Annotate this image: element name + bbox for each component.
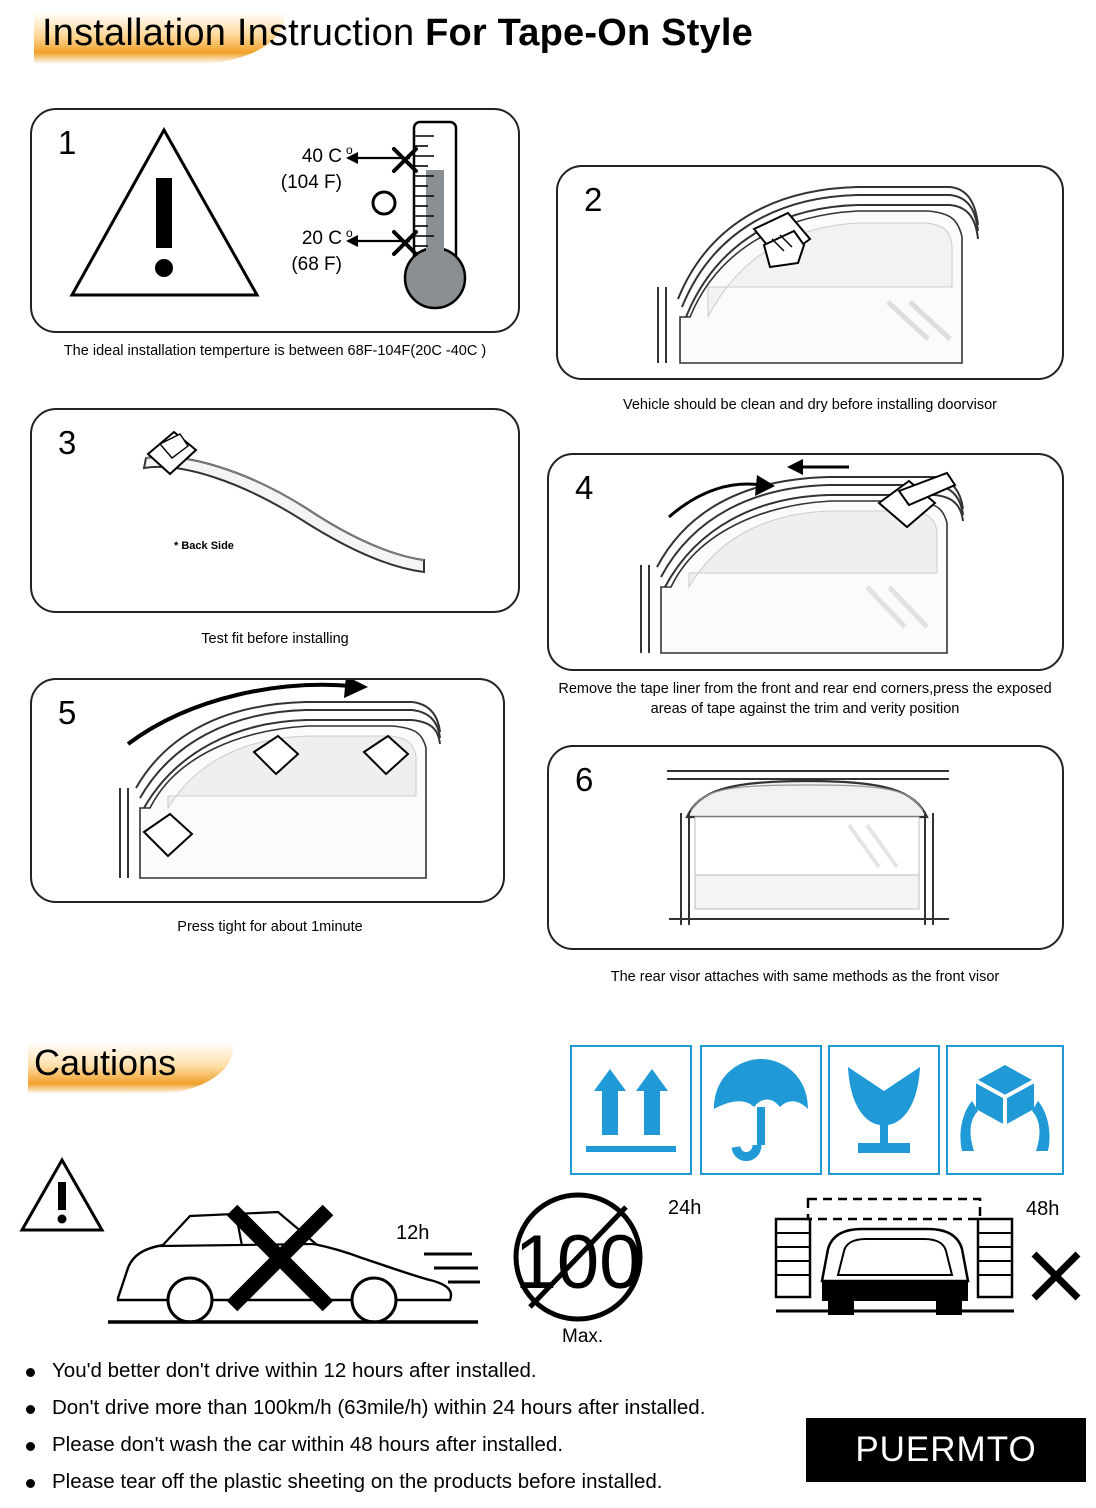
step-panel-5 [30, 678, 505, 903]
page-title [42, 12, 753, 55]
temp-hot-celsius: 40 C [301, 146, 342, 167]
step-6-illustration [549, 747, 1062, 948]
label-12h: 12h [396, 1222, 430, 1244]
svg-text:o: o [346, 226, 353, 240]
step-6-caption: The rear visor attaches with same methods as the front visor [610, 969, 1000, 985]
this-side-up-icon [570, 1045, 692, 1175]
step-number-4: 4 [575, 469, 594, 506]
no-driving-12h-figure [10, 1150, 480, 1350]
step-panel-4 [547, 453, 1064, 671]
step-3-illustration [32, 410, 518, 611]
cautions-title: Cautions [34, 1042, 177, 1083]
list-item: You'd better don't drive within 12 hours after installed. [18, 1360, 818, 1383]
page-title-bold: For Tape-On Style [425, 12, 753, 54]
brand-logo: PUERMTO [806, 1418, 1086, 1482]
no-wash-x-mark [1028, 1248, 1088, 1308]
step-2-illustration [558, 167, 1062, 378]
list-item: Don't drive more than 100km/h (63mile/h) within 24 hours after installed. [18, 1397, 818, 1420]
label-48h: 48h [1026, 1198, 1060, 1220]
list-item: Please don't wash the car within 48 hours after installed. [18, 1434, 818, 1457]
page-title-plain: Installation Instruction [42, 12, 426, 54]
step-number-6: 6 [575, 761, 594, 798]
step-4-illustration [549, 455, 1062, 669]
keep-dry-umbrella-icon [700, 1045, 822, 1175]
step-number-5: 5 [58, 694, 77, 731]
step-panel-3 [30, 408, 520, 613]
list-item: Please tear off the plastic sheeting on the products before installed. [18, 1471, 818, 1494]
step-number-2: 2 [584, 181, 603, 218]
label-max: Max. [562, 1326, 604, 1347]
step-1-caption: The ideal installation temperture is between 68F-104F(20C -40C ) [63, 343, 487, 359]
svg-text:100: 100 [514, 1220, 642, 1305]
label-24h: 24h [668, 1197, 702, 1219]
step-5-illustration [32, 680, 503, 901]
step-2-caption: Vehicle should be clean and dry before installing doorvisor [622, 397, 997, 413]
temp-hot-fahrenheit: (104 F) [280, 172, 342, 193]
temp-cold-fahrenheit: (68 F) [291, 254, 342, 275]
step-1-illustration [32, 110, 518, 331]
svg-text:o: o [346, 143, 353, 157]
step-number-1: 1 [58, 124, 77, 161]
temp-cold-celsius: 20 C [301, 228, 342, 249]
step-panel-6 [547, 745, 1064, 950]
caution-bullet-list [18, 1360, 818, 1508]
back-side-label: * Back Side [174, 540, 234, 552]
page-header [18, 8, 1078, 70]
step-panel-2 [556, 165, 1064, 380]
step-number-3: 3 [58, 424, 77, 461]
step-5-caption: Press tight for about 1minute [177, 919, 363, 935]
step-panel-1 [30, 108, 520, 333]
no-car-wash-48h-figure [740, 1185, 1060, 1335]
fragile-glass-icon [828, 1045, 940, 1175]
cautions-header [12, 1038, 312, 1108]
step-4-caption: Remove the tape liner from the front and rear end corners,press the exposed areas of tape against the trim and verity position [558, 681, 1052, 717]
handle-with-care-icon [946, 1045, 1064, 1175]
step-3-caption: Test fit before installing [201, 631, 349, 647]
